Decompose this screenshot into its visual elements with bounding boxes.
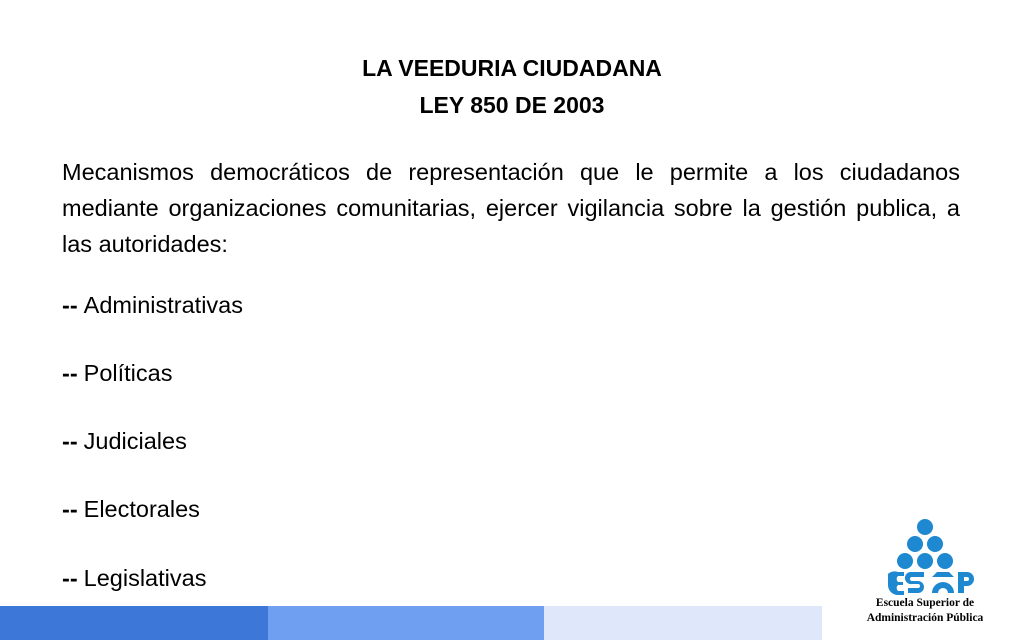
list-item-label: Administrativas: [83, 292, 243, 318]
list-item-dash: --: [62, 292, 78, 318]
list-item-dash: --: [62, 565, 78, 591]
list-item-label: Legislativas: [83, 565, 207, 591]
list-item-legislativas: [62, 563, 206, 593]
list-item-label: Políticas: [83, 360, 173, 386]
list-item-label: Judiciales: [83, 428, 187, 454]
list-item-dash: --: [62, 428, 78, 454]
list-item-administrativas: [62, 290, 243, 320]
footer-bar-medium: [268, 606, 544, 640]
slide-subtitle: LEY 850 DE 2003: [419, 92, 605, 118]
slide-title: LA VEEDURIA CIUDADANA: [362, 55, 662, 81]
list-item-dash: --: [62, 360, 78, 386]
logo-caption-line1: Escuela Superior de: [875, 597, 975, 609]
body-paragraph: Mecanismos democráticos de representación que le permite a los ciudadanos mediante organizaciones comunitarias, ejercer vigilancia sobre la gestión publica, a las autoridades:: [62, 159, 960, 257]
footer-bar-dark: [0, 606, 268, 640]
footer-bar-light: [544, 606, 822, 640]
logo-caption-line2: Administración Pública: [866, 612, 984, 624]
list-item-electorales: [62, 494, 200, 524]
list-item-dash: --: [62, 496, 78, 522]
list-item-judiciales: [62, 426, 187, 456]
list-item-politicas: [62, 358, 172, 388]
list-item-label: Electorales: [83, 496, 200, 522]
